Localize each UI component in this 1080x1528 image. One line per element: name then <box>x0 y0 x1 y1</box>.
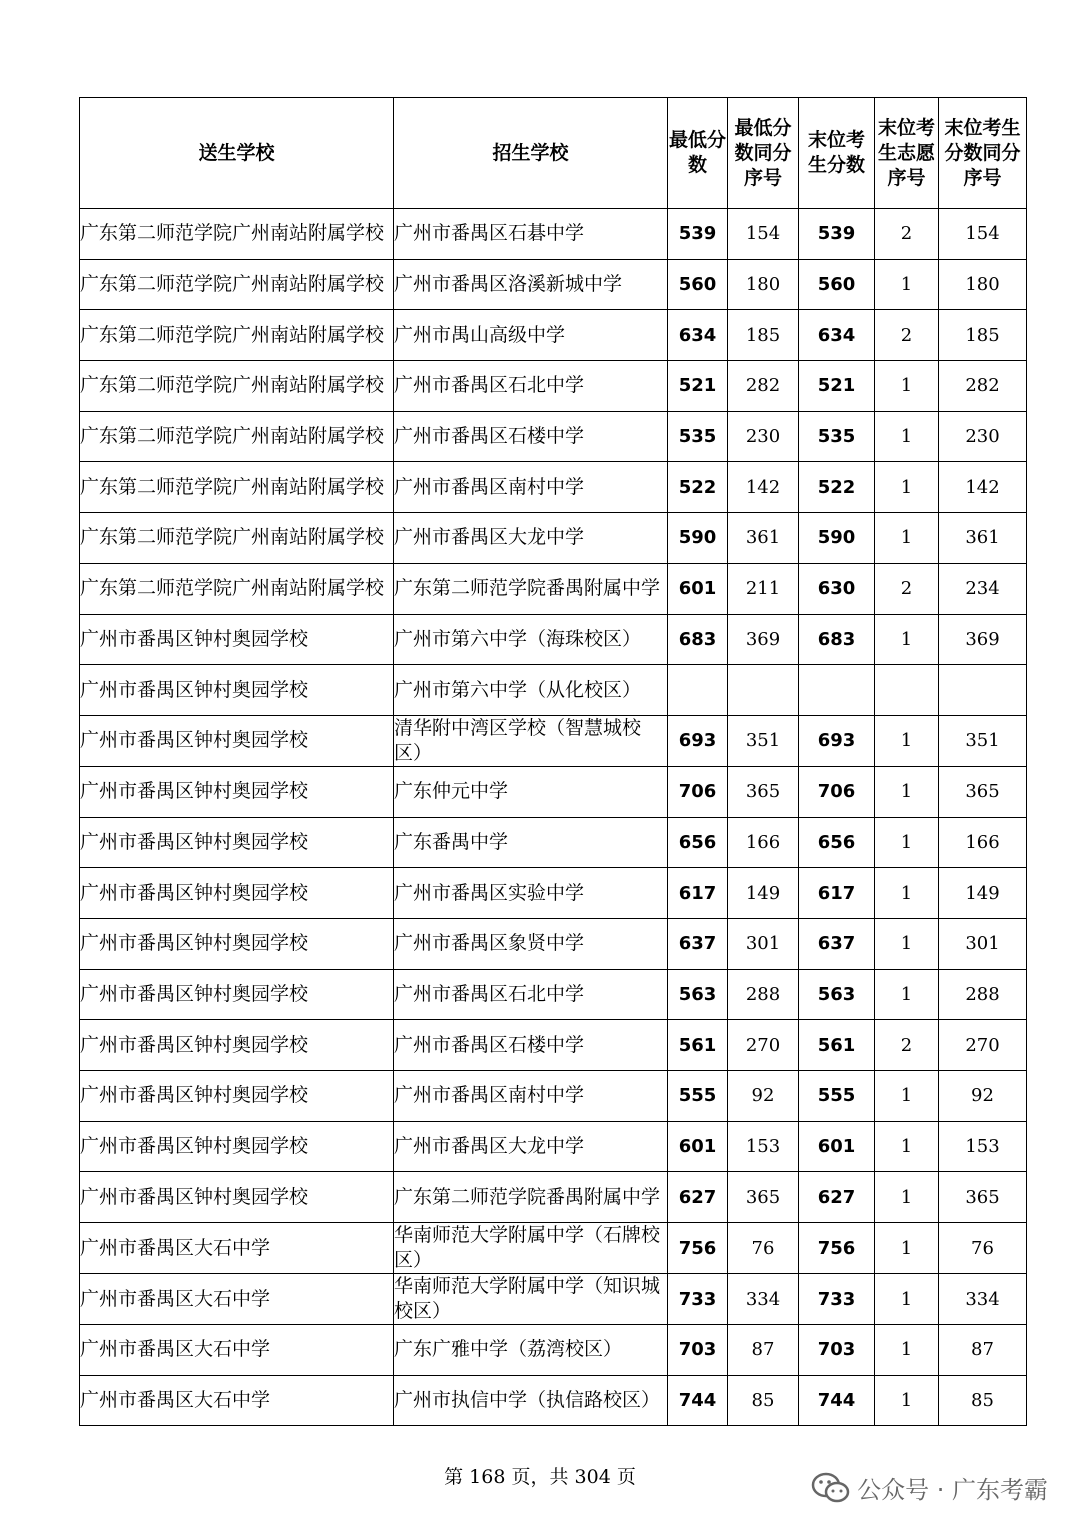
recv-school-cell: 广东第二师范学院番禺附属中学 <box>394 1172 668 1223</box>
recv-school-cell: 广州市番禺区石楼中学 <box>394 411 668 462</box>
last-pref-cell: 1 <box>875 817 939 868</box>
recv-school-cell: 华南师范大学附属中学（知识城校区） <box>394 1274 668 1325</box>
send-school-cell: 广州市番禺区钟村奥园学校 <box>80 665 394 716</box>
last-rank-cell: 369 <box>939 614 1027 665</box>
last-pref-cell: 1 <box>875 1375 939 1426</box>
send-school-cell: 广州市番禺区大石中学 <box>80 1375 394 1426</box>
last-score-cell: 627 <box>799 1172 875 1223</box>
table-row <box>80 1325 1027 1376</box>
min-score-cell: 617 <box>668 868 728 919</box>
min-rank-cell: 211 <box>728 563 799 614</box>
min-rank-cell: 361 <box>728 513 799 564</box>
min-score-cell: 601 <box>668 1121 728 1172</box>
recv-school-cell: 广州市执信中学（执信路校区） <box>394 1375 668 1426</box>
send-school-cell: 广州市番禺区钟村奥园学校 <box>80 868 394 919</box>
min-rank-cell: 270 <box>728 1020 799 1071</box>
min-score-cell: 756 <box>668 1223 728 1274</box>
table-row <box>80 715 1027 766</box>
last-rank-cell: 288 <box>939 969 1027 1020</box>
last-score-cell <box>799 665 875 716</box>
min-score-cell: 601 <box>668 563 728 614</box>
last-rank-cell: 153 <box>939 1121 1027 1172</box>
recv-school-cell: 广州市番禺区洛溪新城中学 <box>394 259 668 310</box>
header-row <box>80 98 1027 209</box>
last-pref-cell: 1 <box>875 1274 939 1325</box>
min-rank-cell: 154 <box>728 209 799 260</box>
table-row <box>80 1121 1027 1172</box>
last-rank-cell: 92 <box>939 1071 1027 1122</box>
recv-school-cell: 广东番禺中学 <box>394 817 668 868</box>
last-pref-cell: 1 <box>875 918 939 969</box>
last-rank-cell: 282 <box>939 361 1027 412</box>
send-school-cell: 广州市番禺区钟村奥园学校 <box>80 715 394 766</box>
last-rank-cell: 149 <box>939 868 1027 919</box>
recv-school-cell: 华南师范大学附属中学（石牌校区） <box>394 1223 668 1274</box>
send-school-cell: 广州市番禺区钟村奥园学校 <box>80 1020 394 1071</box>
last-pref-cell: 2 <box>875 209 939 260</box>
table-row <box>80 766 1027 817</box>
last-score-cell: 744 <box>799 1375 875 1426</box>
recv-school-cell: 广州市番禺区石北中学 <box>394 361 668 412</box>
table-row <box>80 969 1027 1020</box>
min-score-cell: 563 <box>668 969 728 1020</box>
min-score-cell: 539 <box>668 209 728 260</box>
header-min-score: 最低分数 <box>668 98 728 209</box>
last-score-cell: 563 <box>799 969 875 1020</box>
header-last-pref: 末位考生志愿序号 <box>875 98 939 209</box>
watermark <box>811 1470 1048 1505</box>
min-rank-cell: 334 <box>728 1274 799 1325</box>
last-score-cell: 630 <box>799 563 875 614</box>
last-score-cell: 634 <box>799 310 875 361</box>
min-rank-cell: 180 <box>728 259 799 310</box>
last-score-cell: 683 <box>799 614 875 665</box>
last-pref-cell: 1 <box>875 1071 939 1122</box>
send-school-cell: 广东第二师范学院广州南站附属学校 <box>80 361 394 412</box>
min-rank-cell: 85 <box>728 1375 799 1426</box>
recv-school-cell: 广州市番禺区南村中学 <box>394 1071 668 1122</box>
last-pref-cell: 1 <box>875 361 939 412</box>
min-rank-cell: 87 <box>728 1325 799 1376</box>
send-school-cell: 广州市番禺区钟村奥园学校 <box>80 1071 394 1122</box>
last-score-cell: 693 <box>799 715 875 766</box>
last-score-cell: 706 <box>799 766 875 817</box>
header-last-score: 末位考生分数 <box>799 98 875 209</box>
table-row <box>80 1020 1027 1071</box>
last-score-cell: 617 <box>799 868 875 919</box>
last-score-cell: 733 <box>799 1274 875 1325</box>
last-rank-cell: 365 <box>939 1172 1027 1223</box>
last-pref-cell: 1 <box>875 766 939 817</box>
min-rank-cell: 230 <box>728 411 799 462</box>
min-score-cell: 706 <box>668 766 728 817</box>
table-row <box>80 259 1027 310</box>
last-pref-cell: 1 <box>875 1223 939 1274</box>
table-row <box>80 209 1027 260</box>
min-score-cell: 637 <box>668 918 728 969</box>
last-rank-cell: 234 <box>939 563 1027 614</box>
recv-school-cell: 广州市第六中学（从化校区） <box>394 665 668 716</box>
last-score-cell: 561 <box>799 1020 875 1071</box>
send-school-cell: 广州市番禺区大石中学 <box>80 1274 394 1325</box>
send-school-cell: 广州市番禺区钟村奥园学校 <box>80 766 394 817</box>
min-rank-cell: 76 <box>728 1223 799 1274</box>
last-score-cell: 555 <box>799 1071 875 1122</box>
min-score-cell: 590 <box>668 513 728 564</box>
last-rank-cell: 142 <box>939 462 1027 513</box>
send-school-cell: 广州市番禺区钟村奥园学校 <box>80 969 394 1020</box>
send-school-cell: 广州市番禺区大石中学 <box>80 1325 394 1376</box>
recv-school-cell: 广州市番禺区实验中学 <box>394 868 668 919</box>
last-pref-cell: 1 <box>875 259 939 310</box>
send-school-cell: 广州市番禺区钟村奥园学校 <box>80 1172 394 1223</box>
last-score-cell: 521 <box>799 361 875 412</box>
table-row <box>80 817 1027 868</box>
last-rank-cell: 166 <box>939 817 1027 868</box>
min-score-cell: 744 <box>668 1375 728 1426</box>
min-score-cell: 535 <box>668 411 728 462</box>
last-score-cell: 703 <box>799 1325 875 1376</box>
send-school-cell: 广州市番禺区大石中学 <box>80 1223 394 1274</box>
table-row <box>80 918 1027 969</box>
recv-school-cell: 广东第二师范学院番禺附属中学 <box>394 563 668 614</box>
last-score-cell: 539 <box>799 209 875 260</box>
min-rank-cell: 301 <box>728 918 799 969</box>
wechat-icon <box>811 1472 851 1504</box>
last-pref-cell: 1 <box>875 513 939 564</box>
last-score-cell: 656 <box>799 817 875 868</box>
min-rank-cell: 369 <box>728 614 799 665</box>
recv-school-cell: 广州市禺山高级中学 <box>394 310 668 361</box>
min-score-cell: 561 <box>668 1020 728 1071</box>
score-table <box>79 97 1027 1426</box>
recv-school-cell: 广东仲元中学 <box>394 766 668 817</box>
min-rank-cell: 153 <box>728 1121 799 1172</box>
table-row <box>80 665 1027 716</box>
send-school-cell: 广州市番禺区钟村奥园学校 <box>80 817 394 868</box>
min-rank-cell: 92 <box>728 1071 799 1122</box>
table-row <box>80 462 1027 513</box>
last-pref-cell: 2 <box>875 1020 939 1071</box>
watermark-text: 公众号 · 广东考霸 <box>857 1476 1048 1504</box>
recv-school-cell: 广东广雅中学（荔湾校区） <box>394 1325 668 1376</box>
last-rank-cell: 365 <box>939 766 1027 817</box>
min-rank-cell: 149 <box>728 868 799 919</box>
recv-school-cell: 广州市番禺区南村中学 <box>394 462 668 513</box>
last-rank-cell: 85 <box>939 1375 1027 1426</box>
last-score-cell: 601 <box>799 1121 875 1172</box>
last-score-cell: 560 <box>799 259 875 310</box>
last-pref-cell: 1 <box>875 1325 939 1376</box>
header-last-rank: 末位考生分数同分序号 <box>939 98 1027 209</box>
last-rank-cell: 351 <box>939 715 1027 766</box>
min-rank-cell: 288 <box>728 969 799 1020</box>
last-rank-cell: 230 <box>939 411 1027 462</box>
table-row <box>80 310 1027 361</box>
send-school-cell: 广州市番禺区钟村奥园学校 <box>80 918 394 969</box>
last-score-cell: 756 <box>799 1223 875 1274</box>
last-rank-cell: 185 <box>939 310 1027 361</box>
send-school-cell: 广东第二师范学院广州南站附属学校 <box>80 563 394 614</box>
last-rank-cell: 361 <box>939 513 1027 564</box>
last-pref-cell: 1 <box>875 1121 939 1172</box>
header-recv-school: 招生学校 <box>394 98 668 209</box>
header-send-school: 送生学校 <box>80 98 394 209</box>
recv-school-cell: 广州市番禺区大龙中学 <box>394 513 668 564</box>
min-rank-cell: 282 <box>728 361 799 412</box>
table-row <box>80 513 1027 564</box>
last-rank-cell: 270 <box>939 1020 1027 1071</box>
last-pref-cell: 1 <box>875 715 939 766</box>
last-pref-cell: 1 <box>875 1172 939 1223</box>
last-pref-cell: 1 <box>875 614 939 665</box>
send-school-cell: 广东第二师范学院广州南站附属学校 <box>80 310 394 361</box>
last-rank-cell: 76 <box>939 1223 1027 1274</box>
table-row <box>80 1375 1027 1426</box>
table-row <box>80 411 1027 462</box>
last-rank-cell: 87 <box>939 1325 1027 1376</box>
last-rank-cell: 334 <box>939 1274 1027 1325</box>
send-school-cell: 广东第二师范学院广州南站附属学校 <box>80 209 394 260</box>
min-score-cell: 555 <box>668 1071 728 1122</box>
last-pref-cell <box>875 665 939 716</box>
last-pref-cell: 1 <box>875 411 939 462</box>
last-pref-cell: 2 <box>875 563 939 614</box>
min-rank-cell: 365 <box>728 1172 799 1223</box>
last-rank-cell: 301 <box>939 918 1027 969</box>
min-score-cell: 627 <box>668 1172 728 1223</box>
min-rank-cell: 365 <box>728 766 799 817</box>
send-school-cell: 广东第二师范学院广州南站附属学校 <box>80 513 394 564</box>
min-rank-cell: 351 <box>728 715 799 766</box>
min-rank-cell: 142 <box>728 462 799 513</box>
min-rank-cell <box>728 665 799 716</box>
table-row <box>80 1071 1027 1122</box>
min-score-cell <box>668 665 728 716</box>
send-school-cell: 广州市番禺区钟村奥园学校 <box>80 614 394 665</box>
page-footer: 第 168 页，共 304 页 <box>444 1466 636 1488</box>
last-score-cell: 522 <box>799 462 875 513</box>
last-pref-cell: 2 <box>875 310 939 361</box>
min-score-cell: 522 <box>668 462 728 513</box>
min-score-cell: 703 <box>668 1325 728 1376</box>
last-rank-cell: 154 <box>939 209 1027 260</box>
header-min-rank: 最低分数同分序号 <box>728 98 799 209</box>
recv-school-cell: 广州市第六中学（海珠校区） <box>394 614 668 665</box>
recv-school-cell: 清华附中湾区学校（智慧城校区） <box>394 715 668 766</box>
min-rank-cell: 166 <box>728 817 799 868</box>
table-row <box>80 1172 1027 1223</box>
last-rank-cell: 180 <box>939 259 1027 310</box>
table-row <box>80 868 1027 919</box>
last-pref-cell: 1 <box>875 462 939 513</box>
recv-school-cell: 广州市番禺区石楼中学 <box>394 1020 668 1071</box>
min-rank-cell: 185 <box>728 310 799 361</box>
last-score-cell: 590 <box>799 513 875 564</box>
send-school-cell: 广东第二师范学院广州南站附属学校 <box>80 411 394 462</box>
last-pref-cell: 1 <box>875 868 939 919</box>
table-row <box>80 614 1027 665</box>
last-score-cell: 535 <box>799 411 875 462</box>
table-row <box>80 563 1027 614</box>
table-row <box>80 1223 1027 1274</box>
min-score-cell: 683 <box>668 614 728 665</box>
last-pref-cell: 1 <box>875 969 939 1020</box>
recv-school-cell: 广州市番禺区大龙中学 <box>394 1121 668 1172</box>
min-score-cell: 693 <box>668 715 728 766</box>
min-score-cell: 634 <box>668 310 728 361</box>
recv-school-cell: 广州市番禺区石碁中学 <box>394 209 668 260</box>
last-score-cell: 637 <box>799 918 875 969</box>
table-row <box>80 1274 1027 1325</box>
min-score-cell: 733 <box>668 1274 728 1325</box>
recv-school-cell: 广州市番禺区象贤中学 <box>394 918 668 969</box>
send-school-cell: 广东第二师范学院广州南站附属学校 <box>80 462 394 513</box>
table-row <box>80 361 1027 412</box>
min-score-cell: 521 <box>668 361 728 412</box>
min-score-cell: 656 <box>668 817 728 868</box>
send-school-cell: 广东第二师范学院广州南站附属学校 <box>80 259 394 310</box>
send-school-cell: 广州市番禺区钟村奥园学校 <box>80 1121 394 1172</box>
recv-school-cell: 广州市番禺区石北中学 <box>394 969 668 1020</box>
last-rank-cell <box>939 665 1027 716</box>
min-score-cell: 560 <box>668 259 728 310</box>
